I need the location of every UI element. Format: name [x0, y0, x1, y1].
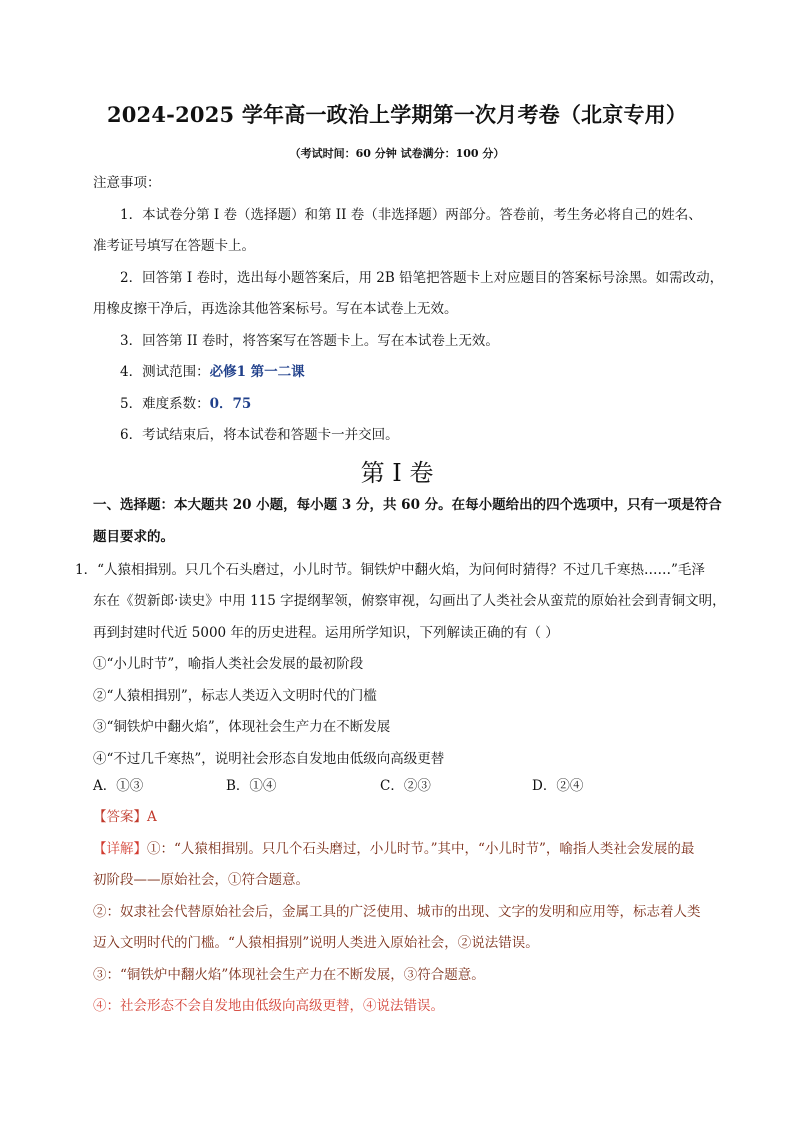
- notice-item-1-line-1: 1．本试卷分第 I 卷（选择题）和第 II 卷（非选择题）两部分。答卷前，考生务必将自己的姓名、: [120, 207, 702, 223]
- notice-item-5-prefix: 5．难度系数：: [120, 396, 210, 412]
- question-1-stem-line-2: 东在《贺新郎·读史》中用 115 字提纲挈领，俯察审视，勾画出了人类社会从蛮荒的原始社会到青铜文明，: [93, 593, 726, 609]
- explanation-line-2: 初阶段——原始社会，①符合题意。: [93, 872, 309, 888]
- option-c: C．②③: [380, 778, 431, 794]
- answer-label: 【答案】A: [93, 809, 157, 825]
- notice-item-1-line-2: 准考证号填写在答题卡上。: [93, 238, 255, 254]
- notice-item-4: [120, 363, 305, 381]
- question-1-stem-line-3: 再到封建时代近 5000 年的历史进程。运用所学知识，下列解读正确的有（ ）: [93, 625, 559, 641]
- explanation-line-1: [93, 840, 694, 858]
- option-a: A．①③: [93, 778, 144, 794]
- explanation-label: 【详解】: [93, 841, 147, 857]
- test-scope-value: 必修1 第一二课: [209, 364, 305, 380]
- explanation-text-1: ①：“人猿相揖别。只几个石头磨过，小儿时节。”其中，“小儿时节”，喻指人类社会发展的最: [147, 841, 695, 857]
- explanation-line-6: ④：社会形态不会自发地由低级向高级更替，④说法错误。: [93, 998, 444, 1014]
- exam-subtitle: （考试时间：60 分钟 试卷满分：100 分）: [289, 147, 505, 160]
- question-1-statement-4: ④“不过几千寒热”，说明社会形态自发地由低级向高级更替: [93, 751, 445, 767]
- explanation-line-5: ③：“铜铁炉中翻火焰”体现社会生产力在不断发展，③符合题意。: [93, 967, 485, 983]
- option-b: B．①④: [226, 778, 277, 794]
- option-d: D．②④: [532, 778, 584, 794]
- notice-item-6: 6．考试结束后，将本试卷和答题卡一并交回。: [120, 427, 399, 443]
- notice-item-4-prefix: 4．测试范围：: [120, 364, 210, 380]
- section-instructions-line-1: 一、选择题：本大题共 20 小题，每小题 3 分，共 60 分。在每小题给出的四个选项中，只有一项是符合: [93, 497, 722, 513]
- question-1-stem-line-1: 1．“人猿相揖别。只几个石头磨过，小儿时节。铜铁炉中翻火焰，为问何时猜得？不过几千寒热……”毛泽: [75, 562, 705, 578]
- notice-item-5: [120, 395, 251, 413]
- difficulty-value: 0．75: [209, 396, 252, 412]
- notice-item-2-line-2: 用橡皮擦干净后，再选涂其他答案标号。写在本试卷上无效。: [93, 301, 458, 317]
- section-instructions-line-2: 题目要求的。: [93, 529, 174, 545]
- explanation-line-4: 迈入文明时代的门槛。“人猿相揖别”说明人类进入原始社会，②说法错误。: [93, 935, 539, 951]
- notice-item-3: 3．回答第 II 卷时，将答案写在答题卡上。写在本试卷上无效。: [120, 333, 499, 349]
- explanation-line-3: ②：奴隶社会代替原始社会后，金属工具的广泛使用、城市的出现、文字的发明和应用等，标志着人类: [93, 904, 701, 920]
- question-1-statement-1: ①“小儿时节”，喻指人类社会发展的最初阶段: [93, 656, 364, 672]
- notice-heading: 注意事项：: [93, 175, 161, 191]
- notice-item-2-line-1: 2．回答第 I 卷时，选出每小题答案后，用 2B 铅笔把答题卡上对应题目的答案标号涂黑。如需改动，: [120, 270, 724, 286]
- question-1-statement-2: ②“人猿相揖别”，标志人类迈入文明时代的门槛: [93, 688, 377, 704]
- question-1-statement-3: ③“铜铁炉中翻火焰”，体现社会生产力在不断发展: [93, 719, 391, 735]
- section-title: 第 I 卷: [360, 459, 434, 487]
- exam-title: 2024-2025 学年高一政治上学期第一次月考卷（北京专用）: [106, 102, 688, 127]
